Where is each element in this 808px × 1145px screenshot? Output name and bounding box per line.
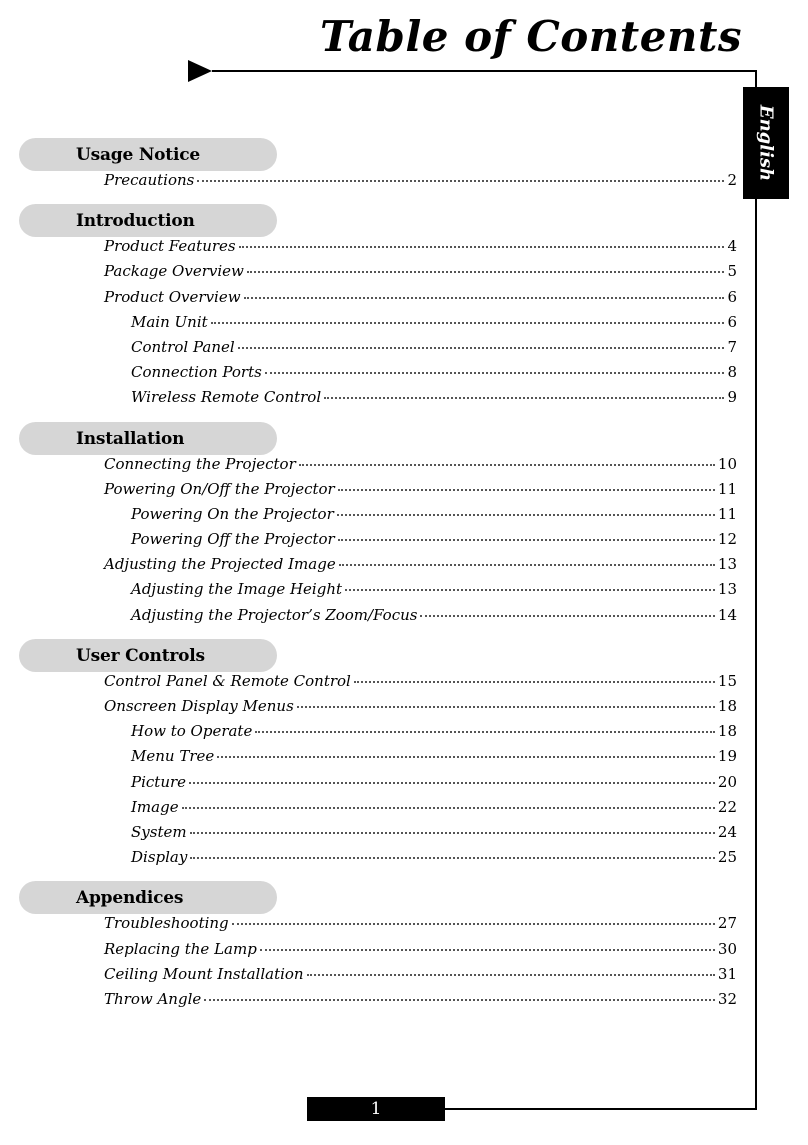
toc-entry-title: Main Unit: [131, 312, 208, 331]
section-heading[interactable]: [19, 138, 277, 171]
toc-entry[interactable]: [131, 747, 737, 772]
toc-section: [0, 204, 808, 421]
section-heading[interactable]: [19, 422, 277, 455]
toc-entry-title: Precautions: [104, 171, 195, 189]
toc-entry-page-number: 14: [717, 605, 737, 624]
toc-section: [0, 138, 808, 204]
toc-entry-page-number: 6: [727, 312, 737, 331]
toc-entry[interactable]: [104, 237, 737, 262]
section-heading-label: Appendices: [76, 888, 184, 909]
toc-entry-title: Ceiling Mount Installation: [104, 964, 304, 983]
toc-entry-title: Troubleshooting: [104, 914, 229, 933]
toc-entry-title: Product Features: [104, 237, 236, 256]
language-tab-label: English: [755, 104, 777, 182]
page-number: 1: [307, 1097, 445, 1121]
toc-entry-page-number: 6: [727, 287, 737, 306]
section-heading-label: User Controls: [76, 645, 205, 666]
toc-entry-title: Menu Tree: [131, 747, 215, 766]
dot-leader: [260, 949, 715, 951]
toc-entry-title: Powering On/Off the Projector: [104, 479, 335, 498]
toc-entry-page-number: 9: [727, 388, 737, 407]
dot-leader: [239, 246, 725, 248]
dot-leader: [265, 372, 725, 374]
toc-entry-page-number: 31: [717, 964, 737, 983]
table-of-contents: [0, 138, 808, 1023]
toc-entry-page-number: 7: [727, 337, 737, 356]
toc-entry-page-number: 13: [717, 580, 737, 599]
toc-entry-page-number: 10: [717, 454, 737, 473]
toc-entry[interactable]: [131, 823, 737, 848]
dot-leader: [324, 397, 724, 399]
toc-entry-title: Connection Ports: [131, 363, 262, 382]
toc-entry-title: Throw Angle: [104, 989, 202, 1008]
toc-entry-title: Image: [131, 797, 179, 816]
toc-entry-page-number: 15: [717, 671, 737, 690]
toc-entry[interactable]: [104, 990, 737, 1015]
toc-entry-title: Powering Off the Projector: [131, 530, 335, 549]
section-heading[interactable]: [19, 881, 277, 914]
section-entry-list: [0, 914, 808, 1023]
dot-leader: [338, 489, 715, 491]
dot-leader: [244, 297, 725, 299]
dot-leader: [297, 706, 715, 708]
toc-entry-title: Powering On the Projector: [131, 504, 334, 523]
section-entry-list: [0, 455, 808, 639]
toc-section: [0, 881, 808, 1023]
dot-leader: [190, 832, 715, 834]
toc-entry[interactable]: [131, 722, 737, 747]
dot-leader: [247, 271, 725, 273]
dot-leader: [339, 564, 715, 566]
toc-entry[interactable]: [104, 288, 737, 313]
dot-leader: [211, 322, 725, 324]
toc-entry[interactable]: [104, 697, 737, 722]
section-entry-list: [0, 237, 808, 421]
toc-entry-title: Connecting the Projector: [104, 454, 296, 473]
dot-leader: [420, 615, 714, 617]
toc-entry[interactable]: [104, 940, 737, 965]
toc-entry[interactable]: [131, 606, 737, 631]
toc-entry-page-number: 30: [717, 939, 737, 958]
dot-leader: [232, 923, 715, 925]
toc-entry-title: How to Operate: [131, 722, 253, 741]
toc-entry-title: Control Panel: [131, 337, 235, 356]
section-heading-label: Introduction: [76, 211, 195, 232]
toc-entry-title: Onscreen Display Menus: [104, 697, 294, 715]
toc-entry[interactable]: [131, 773, 737, 798]
toc-entry[interactable]: [104, 914, 737, 939]
dot-leader: [338, 539, 715, 541]
dot-leader: [182, 807, 715, 809]
toc-entry[interactable]: [131, 798, 737, 823]
toc-entry-page-number: 20: [717, 772, 737, 791]
toc-entry-page-number: 27: [717, 914, 737, 933]
toc-entry[interactable]: [131, 363, 737, 388]
dot-leader: [190, 857, 715, 859]
dot-leader: [189, 782, 715, 784]
toc-entry[interactable]: [104, 455, 737, 480]
dot-leader: [217, 756, 715, 758]
toc-entry-title: Package Overview: [104, 262, 244, 281]
toc-entry-title: Replacing the Lamp: [104, 939, 257, 958]
toc-entry-page-number: 8: [727, 363, 737, 382]
toc-entry-title: Product Overview: [104, 287, 241, 306]
toc-entry[interactable]: [131, 580, 737, 605]
toc-entry-page-number: 25: [717, 848, 737, 867]
toc-entry-page-number: 2: [727, 171, 737, 189]
bottom-rule-divider: [445, 1108, 757, 1110]
arrow-pointer-icon: [188, 60, 212, 82]
toc-entry[interactable]: [131, 338, 737, 363]
toc-entry-title: Wireless Remote Control: [131, 388, 322, 407]
section-heading-label: Usage Notice: [76, 145, 200, 165]
dot-leader: [299, 464, 715, 466]
toc-entry[interactable]: [131, 313, 737, 338]
toc-section: [0, 422, 808, 639]
toc-entry-page-number: 24: [717, 822, 737, 841]
toc-entry-page-number: 32: [717, 989, 737, 1008]
toc-entry[interactable]: [131, 848, 737, 873]
section-heading-label: Installation: [76, 428, 185, 449]
toc-entry-page-number: 18: [717, 697, 737, 715]
dot-leader: [307, 974, 715, 976]
toc-entry[interactable]: [131, 505, 737, 530]
toc-entry-title: Control Panel & Remote Control: [104, 671, 351, 690]
section-heading[interactable]: [19, 204, 277, 237]
page-title: Table of Contents: [320, 12, 742, 61]
dot-leader: [204, 999, 715, 1001]
toc-entry[interactable]: [131, 388, 737, 413]
toc-section: [0, 639, 808, 882]
toc-entry-page-number: 5: [727, 262, 737, 281]
toc-entry[interactable]: [104, 480, 737, 505]
toc-entry-title: Adjusting the Image Height: [131, 580, 343, 599]
toc-entry[interactable]: [131, 530, 737, 555]
toc-entry-page-number: 13: [717, 555, 737, 574]
toc-entry[interactable]: [104, 672, 737, 697]
toc-entry-page-number: 11: [717, 479, 737, 498]
toc-entry-page-number: 12: [717, 530, 737, 549]
dot-leader: [255, 731, 715, 733]
section-entry-list: [0, 171, 808, 204]
toc-entry[interactable]: [104, 262, 737, 287]
dot-leader: [345, 589, 715, 591]
toc-entry-page-number: 11: [717, 504, 737, 523]
toc-entry-title: Display: [131, 848, 188, 867]
dot-leader: [354, 681, 715, 683]
toc-entry-page-number: 18: [717, 722, 737, 741]
toc-entry-page-number: 4: [727, 237, 737, 256]
dot-leader: [238, 347, 725, 349]
toc-entry[interactable]: [104, 555, 737, 580]
toc-entry[interactable]: [104, 965, 737, 990]
top-rule-divider: [212, 70, 757, 72]
toc-entry-title: Adjusting the Projector’s Zoom/Focus: [131, 605, 418, 624]
toc-entry-title: System: [131, 822, 187, 841]
dot-leader: [337, 514, 715, 516]
section-heading[interactable]: [19, 639, 277, 672]
toc-entry-page-number: 22: [717, 797, 737, 816]
toc-entry-title: Picture: [131, 772, 187, 791]
section-entry-list: [0, 672, 808, 882]
toc-entry-page-number: 19: [717, 747, 737, 766]
dot-leader: [197, 180, 724, 182]
toc-entry-title: Adjusting the Projected Image: [104, 555, 336, 574]
toc-entry[interactable]: [104, 171, 737, 196]
